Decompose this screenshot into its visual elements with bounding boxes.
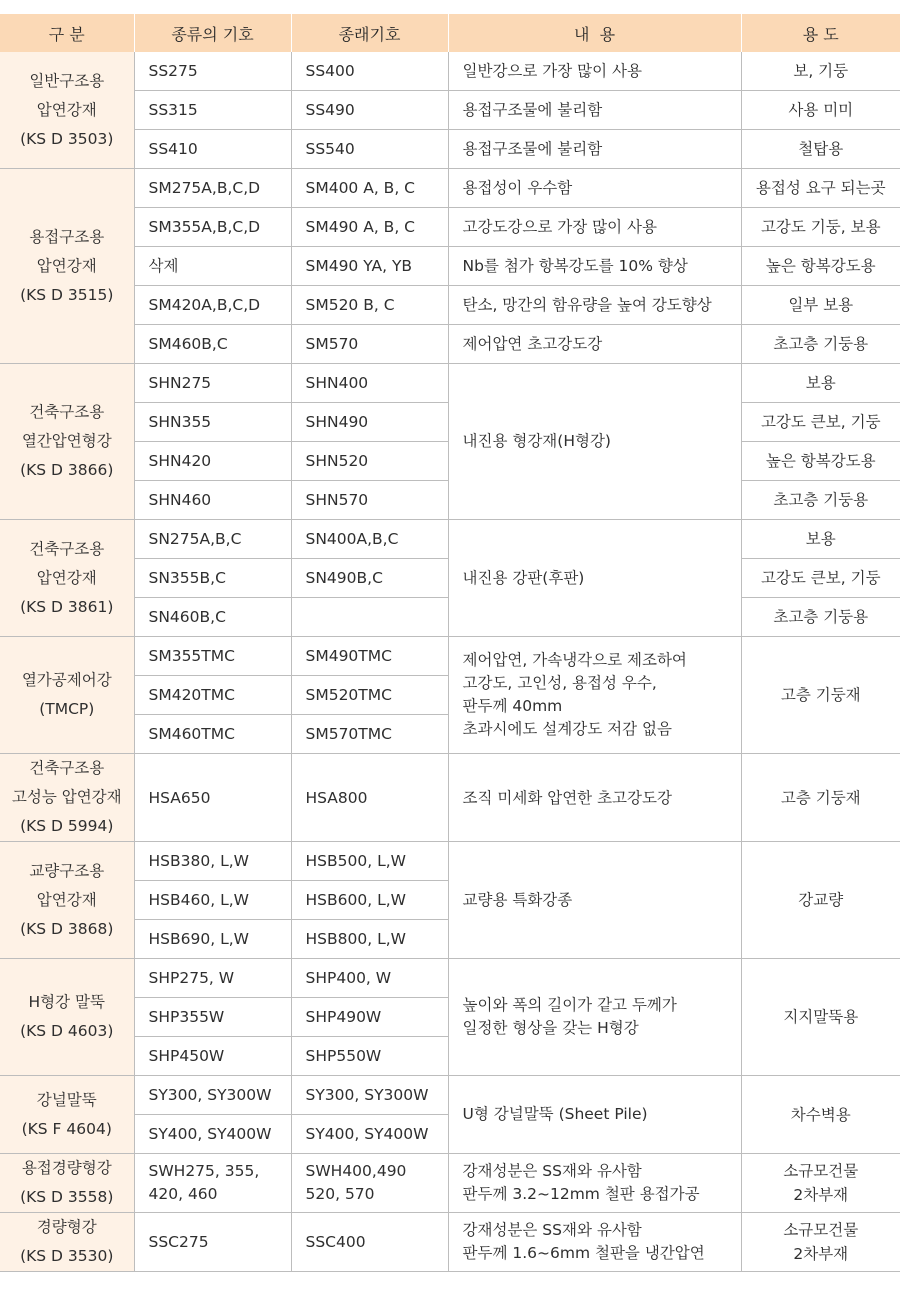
old-cell: SS490 (291, 91, 448, 130)
group-name-building-rolled: 건축구조용 압연강재 (KS D 3861) (0, 520, 134, 637)
old-cell: SM490 YA, YB (291, 247, 448, 286)
type-cell: 삭제 (134, 247, 291, 286)
usage-cell: 지지말뚝용 (741, 959, 900, 1076)
type-cell: SN275A,B,C (134, 520, 291, 559)
content-cell: 높이와 폭의 길이가 같고 두께가 일정한 형상을 갖는 H형강 (448, 959, 741, 1076)
table-row (0, 842, 900, 881)
table-row (0, 169, 900, 208)
usage-cell: 고강도 큰보, 기둥 (741, 403, 900, 442)
usage-cell: 고층 기둥재 (741, 637, 900, 754)
group-name-welded-light: 용접경량형강 (KS D 3558) (0, 1154, 134, 1213)
type-cell: SM355A,B,C,D (134, 208, 291, 247)
content-cell: 내진용 형강재(H형강) (448, 364, 741, 520)
old-cell: HSB500, L,W (291, 842, 448, 881)
old-cell: SHN520 (291, 442, 448, 481)
usage-cell: 고층 기둥재 (741, 754, 900, 842)
usage-cell: 초고층 기둥용 (741, 481, 900, 520)
type-cell: SHN275 (134, 364, 291, 403)
type-cell: SS315 (134, 91, 291, 130)
old-cell: SM570 (291, 325, 448, 364)
type-cell: SN460B,C (134, 598, 291, 637)
old-cell: SHN400 (291, 364, 448, 403)
table-row (0, 1154, 900, 1213)
table-row (0, 286, 900, 325)
old-cell: SS540 (291, 130, 448, 169)
usage-cell: 보, 기둥 (741, 52, 900, 91)
usage-cell: 일부 보용 (741, 286, 900, 325)
old-cell: SN490B,C (291, 559, 448, 598)
usage-cell: 소규모건물 2차부재 (741, 1213, 900, 1272)
table-row (0, 1076, 900, 1115)
group-name-high-performance: 건축구조용 고성능 압연강재 (KS D 5994) (0, 754, 134, 842)
old-cell: SM490TMC (291, 637, 448, 676)
content-cell: Nb를 첨가 항복강도를 10% 향상 (448, 247, 741, 286)
header-type-symbol: 종류의 기호 (134, 14, 291, 52)
type-cell: HSA650 (134, 754, 291, 842)
old-cell: SS400 (291, 52, 448, 91)
table-row (0, 754, 900, 842)
type-cell: HSB460, L,W (134, 881, 291, 920)
old-cell: SM400 A, B, C (291, 169, 448, 208)
old-cell: SHN570 (291, 481, 448, 520)
header-old-symbol: 종래기호 (291, 14, 448, 52)
old-cell: SY400, SY400W (291, 1115, 448, 1154)
content-cell: 조직 미세화 압연한 초고강도강 (448, 754, 741, 842)
table-row (0, 520, 900, 559)
usage-cell: 초고층 기둥용 (741, 598, 900, 637)
table-row (0, 91, 900, 130)
content-cell: 제어압연, 가속냉각으로 제조하여 고강도, 고인성, 용접성 우수, 판두께 40mm 초과시에도 설계강도 저감 없음 (448, 637, 741, 754)
old-cell: SHP490W (291, 998, 448, 1037)
old-cell: HSA800 (291, 754, 448, 842)
usage-cell: 소규모건물 2차부재 (741, 1154, 900, 1213)
type-cell: SHN420 (134, 442, 291, 481)
table-row (0, 130, 900, 169)
table-row (0, 52, 900, 91)
usage-cell: 보용 (741, 364, 900, 403)
group-name-hot-rolled-shapes: 건축구조용 열간압연형강 (KS D 3866) (0, 364, 134, 520)
old-cell: SM520TMC (291, 676, 448, 715)
header-category: 구 분 (0, 14, 134, 52)
type-cell: SM420TMC (134, 676, 291, 715)
group-name-general: 일반구조용 압연강재 (KS D 3503) (0, 52, 134, 169)
type-cell: SHP355W (134, 998, 291, 1037)
type-cell: SM275A,B,C,D (134, 169, 291, 208)
group-name-tmcp: 열가공제어강 (TMCP) (0, 637, 134, 754)
usage-cell: 고강도 큰보, 기둥 (741, 559, 900, 598)
type-cell: SHP450W (134, 1037, 291, 1076)
group-name-sheet-pile: 강널말뚝 (KS F 4604) (0, 1076, 134, 1154)
header-content: 내 용 (448, 14, 741, 52)
type-cell: SY400, SY400W (134, 1115, 291, 1154)
content-cell: 강재성분은 SS재와 유사함 판두께 3.2~12mm 철판 용접가공 (448, 1154, 741, 1213)
old-cell: SM490 A, B, C (291, 208, 448, 247)
group-name-bridge: 교량구조용 압연강재 (KS D 3868) (0, 842, 134, 959)
group-name-welded: 용접구조용 압연강재 (KS D 3515) (0, 169, 134, 364)
usage-cell: 초고층 기둥용 (741, 325, 900, 364)
old-cell: SM520 B, C (291, 286, 448, 325)
usage-cell: 고강도 기둥, 보용 (741, 208, 900, 247)
old-cell: SHP550W (291, 1037, 448, 1076)
content-cell: 용접성이 우수함 (448, 169, 741, 208)
usage-cell: 강교량 (741, 842, 900, 959)
content-cell: 탄소, 망간의 함유량을 높여 강도향상 (448, 286, 741, 325)
type-cell: HSB690, L,W (134, 920, 291, 959)
usage-cell: 용접성 요구 되는곳 (741, 169, 900, 208)
table-row (0, 1213, 900, 1272)
table-row (0, 325, 900, 364)
content-cell: 일반강으로 가장 많이 사용 (448, 52, 741, 91)
type-cell: SS275 (134, 52, 291, 91)
usage-cell: 높은 항복강도용 (741, 247, 900, 286)
old-cell: SN400A,B,C (291, 520, 448, 559)
type-cell: SM460TMC (134, 715, 291, 754)
type-cell: SM420A,B,C,D (134, 286, 291, 325)
old-cell (291, 598, 448, 637)
content-cell: 내진용 강판(후판) (448, 520, 741, 637)
table-row (0, 959, 900, 998)
table-row (0, 637, 900, 676)
usage-cell: 차수벽용 (741, 1076, 900, 1154)
usage-cell: 높은 항복강도용 (741, 442, 900, 481)
type-cell: SHN355 (134, 403, 291, 442)
old-cell: SHN490 (291, 403, 448, 442)
content-cell: 강재성분은 SS재와 유사함 판두께 1.6~6mm 철판을 냉간압연 (448, 1213, 741, 1272)
table-row (0, 208, 900, 247)
type-cell: SN355B,C (134, 559, 291, 598)
type-cell: SM355TMC (134, 637, 291, 676)
content-cell: 제어압연 초고강도강 (448, 325, 741, 364)
type-cell: SY300, SY300W (134, 1076, 291, 1115)
old-cell: SSC400 (291, 1213, 448, 1272)
old-cell: SM570TMC (291, 715, 448, 754)
steel-grade-table (0, 14, 900, 1272)
table-header-row (0, 14, 900, 52)
usage-cell: 사용 미미 (741, 91, 900, 130)
type-cell: SS410 (134, 130, 291, 169)
type-cell: HSB380, L,W (134, 842, 291, 881)
group-name-light-gauge: 경량형강 (KS D 3530) (0, 1213, 134, 1272)
old-cell: SY300, SY300W (291, 1076, 448, 1115)
table-row (0, 364, 900, 403)
old-cell: HSB600, L,W (291, 881, 448, 920)
content-cell: 고강도강으로 가장 많이 사용 (448, 208, 741, 247)
old-cell: SHP400, W (291, 959, 448, 998)
usage-cell: 철탑용 (741, 130, 900, 169)
group-name-h-pile: H형강 말뚝 (KS D 4603) (0, 959, 134, 1076)
content-cell: U형 강널말뚝 (Sheet Pile) (448, 1076, 741, 1154)
content-cell: 교량용 특화강종 (448, 842, 741, 959)
old-cell: HSB800, L,W (291, 920, 448, 959)
usage-cell: 보용 (741, 520, 900, 559)
content-cell: 용접구조물에 불리함 (448, 91, 741, 130)
content-cell: 용접구조물에 불리함 (448, 130, 741, 169)
type-cell: SWH275, 355, 420, 460 (134, 1154, 291, 1213)
table-row (0, 247, 900, 286)
header-usage: 용 도 (741, 14, 900, 52)
old-cell: SWH400,490 520, 570 (291, 1154, 448, 1213)
type-cell: SM460B,C (134, 325, 291, 364)
type-cell: SHP275, W (134, 959, 291, 998)
type-cell: SHN460 (134, 481, 291, 520)
type-cell: SSC275 (134, 1213, 291, 1272)
